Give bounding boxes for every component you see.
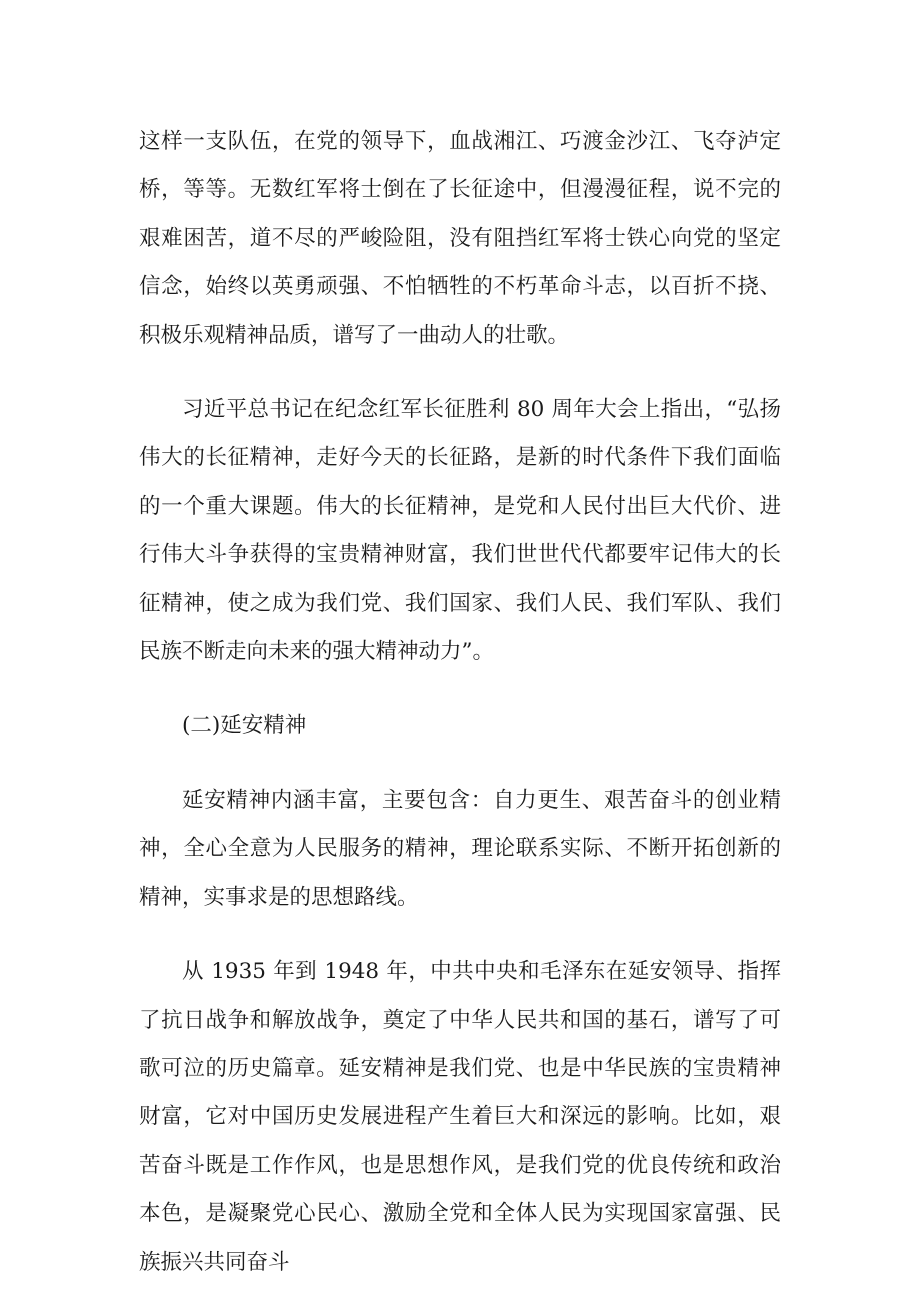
section-heading-yanan-spirit: (二)延安精神 bbox=[182, 713, 307, 739]
paragraph-xi-speech-quote: 习近平总书记在纪念红军长征胜利 80 周年大会上指出，“弘扬伟大的长征精神，走好今天的长征路，是新的时代条件下我们面临的一个重大课题。伟大的长征精神，是党和人民付出巨大代价、进行伟大斗争获得的宝贵精神财富，我们世世代代都要牢记伟大的长征精神，使之成为我们党、我们国家、我们人民、我们军队、我们民族不断走向未来的强大精神动力”。 bbox=[139, 397, 781, 665]
paragraph-yanan-spirit-content: 延安精神内涵丰富，主要包含：自力更生、艰苦奋斗的创业精神，全心全意为人民服务的精神，理论联系实际、不断开拓创新的精神，实事求是的思想路线。 bbox=[139, 787, 781, 910]
paragraph-long-march-army: 这样一支队伍，在党的领导下，血战湘江、巧渡金沙江、飞夺泸定桥，等等。无数红军将士倒在了长征途中，但漫漫征程，说不完的艰难困苦，道不尽的严峻险阻，没有阻挡红军将士铁心向党的坚定信念，始终以英勇顽强、不怕牺牲的不朽革命斗志，以百折不挠、积极乐观精神品质，谱写了一曲动人的壮歌。 bbox=[139, 129, 781, 348]
paragraph-yanan-history: 从 1935 年到 1948 年，中共中央和毛泽东在延安领导、指挥了抗日战争和解放战争，奠定了中华人民共和国的基石，谱写了可歌可泣的历史篇章。延安精神是我们党、也是中华民族的宝贵精神财富，它对中国历史发展进程产生着巨大和深远的影响。比如，艰苦奋斗既是工作作风，也是思想作风，是我们党的优良传统和政治本色，是凝聚党心民心、激励全党和全体人民为实现国家富强、民族振兴共同奋斗 bbox=[139, 959, 781, 1275]
document-body bbox=[139, 118, 781, 1287]
